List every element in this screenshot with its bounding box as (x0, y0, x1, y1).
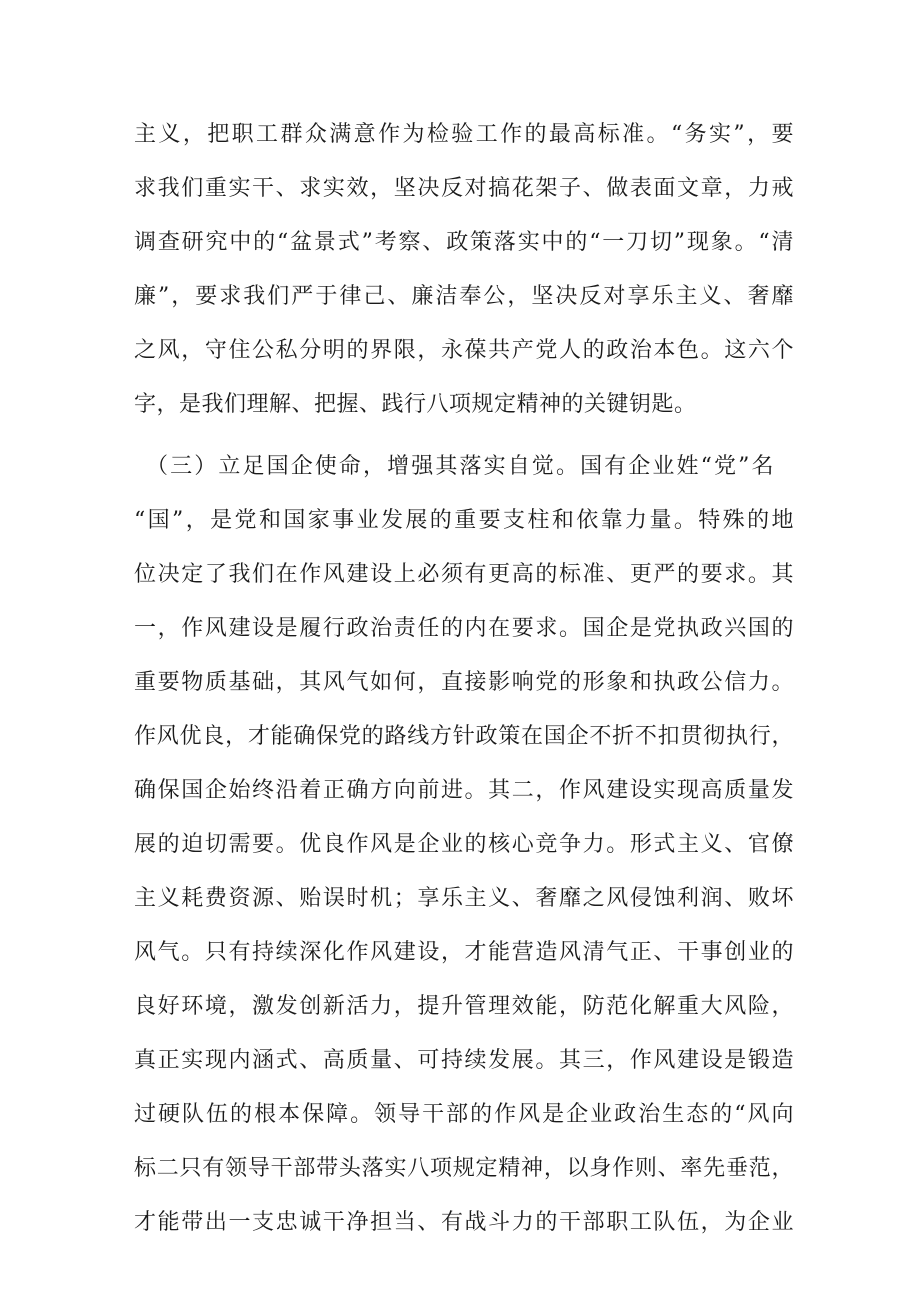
text-line: 一，作风建设是履行政治责任的内在要求。国企是党执政兴国的 (134, 616, 794, 641)
text-line: 重要物质基础，其风气如何，直接影响党的形象和执政公信力。 (134, 670, 794, 695)
text-line: 调查研究中的“盆景式”考察、政策落实中的“一刀切”现象。“清 (134, 230, 794, 255)
text-line: 廉”，要求我们严于律己、廉洁奉公，坚决反对享乐主义、奢靡 (134, 284, 794, 309)
text-line: 良好环境，激发创新活力，提升管理效能，防范化解重大风险， (134, 994, 794, 1019)
text-line: 确保国企始终沿着正确方向前进。其二，作风建设实现高质量发 (134, 778, 794, 803)
text-line: 真正实现内涵式、高质量、可持续发展。其三，作风建设是锻造 (134, 1048, 794, 1073)
paragraph-2 (134, 440, 794, 1250)
text-line: 求我们重实干、求实效，坚决反对搞花架子、做表面文章，力戒 (134, 176, 794, 201)
text-line: 主义耗费资源、贻误时机；享乐主义、奢靡之风侵蚀利润、败坏 (134, 886, 794, 911)
section-heading-line: （三）立足国企使命，增强其落实自觉。国有企业姓“党”名 (146, 454, 774, 479)
text-line: 主义，把职工群众满意作为检验工作的最高标准。“务实”，要 (134, 122, 794, 147)
text-line: “国”，是党和国家事业发展的重要支柱和依靠力量。特殊的地 (134, 508, 794, 533)
text-line: 展的迫切需要。优良作风是企业的核心竞争力。形式主义、官僚 (134, 832, 794, 857)
text-line: 之风，守住公私分明的界限，永葆共产党人的政治本色。这六个 (134, 338, 794, 363)
text-line: 标二只有领导干部带头落实八项规定精神，以身作则、率先垂范， (134, 1156, 794, 1181)
paragraph-1 (134, 108, 794, 432)
text-line: 作风优良，才能确保党的路线方针政策在国企不折不扣贯彻执行， (134, 724, 794, 749)
text-line: 过硬队伍的根本保障。领导干部的作风是企业政治生态的“风向 (134, 1102, 794, 1127)
text-line: 字，是我们理解、把握、践行八项规定精神的关键钥匙。 (134, 392, 697, 417)
text-line: 位决定了我们在作风建设上必须有更高的标准、更严的要求。其 (134, 562, 794, 587)
text-line: 风气。只有持续深化作风建设，才能营造风清气正、干事创业的 (134, 940, 794, 965)
text-line: 才能带出一支忠诚干净担当、有战斗力的干部职工队伍，为企业 (134, 1210, 794, 1235)
